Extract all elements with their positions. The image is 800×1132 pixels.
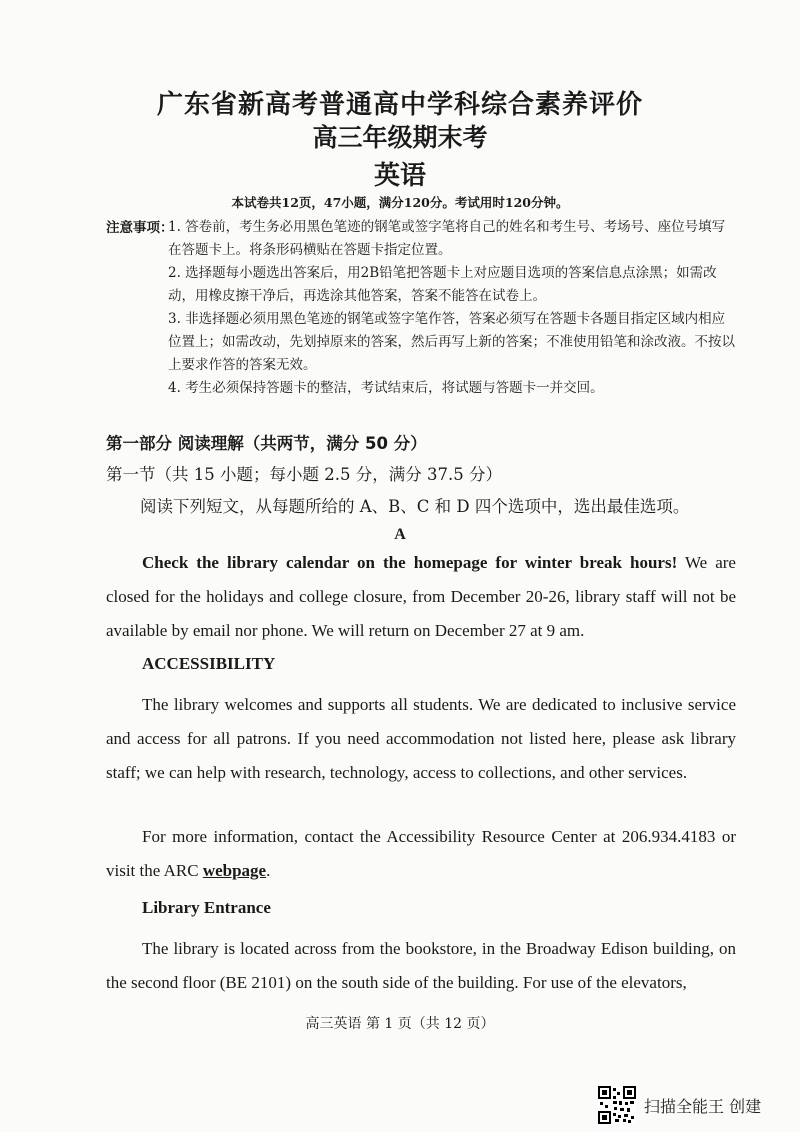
paragraph-2: The library welcomes and supports all students. We are dedicated to inclusive service and access for all patrons. If you need accommodation not listed here, please ask library staff; we can help with research, technology, access to collections, and other services. <box>106 695 736 782</box>
paragraph-1-text: We are closed for the holidays and college closure, from December 20-26, library staff will not be available by email nor phone. We will return on December 27 at 9 am. <box>106 553 736 640</box>
paragraph-1 <box>106 546 736 648</box>
page-footer: 高三英语 第 1 页（共 12 页） <box>305 1016 495 1032</box>
paragraph-3 <box>106 820 736 888</box>
scanner-watermark <box>598 1086 761 1124</box>
passage-letter: A <box>394 526 406 543</box>
paragraph-1-lead: Check the library calendar on the homepage for winter break hours! <box>142 553 678 572</box>
paragraph-4: The library is located across from the bookstore, in the Broadway Edison building, on the second floor (BE 2101) on the south side of the building. For use of the elevators, <box>106 939 736 992</box>
notice-list <box>168 216 736 400</box>
notice-item: 2. 选择题每小题选出答案后，用2B铅笔把答题卡上对应题目选项的答案信息点涂黑；如需改动，用橡皮擦干净后，再选涂其他答案，答案不能答在试卷上。 <box>168 265 717 304</box>
arc-webpage-link[interactable]: webpage <box>202 861 267 880</box>
exam-summary: 本试卷共12页，47小题，满分120分。考试用时120分钟。 <box>231 195 569 210</box>
subject-title: 英语 <box>373 161 426 191</box>
section-title: 第一节（共 15 小题；每小题 2.5 分，满分 37.5 分） <box>106 465 502 484</box>
paragraph-3-end: . <box>266 861 271 880</box>
grade-title: 高三年级期末考 <box>312 123 488 152</box>
notice-item: 3. 非选择题必须用黑色笔迹的钢笔或签字笔作答，答案必须写在答题卡各题目指定区域内相应位置上；如需改动，先划掉原来的答案，然后再写上新的答案；不准使用铅笔和涂改液。不按以上要求作答的答案无效。 <box>168 311 735 373</box>
heading-accessibility: ACCESSIBILITY <box>142 654 276 673</box>
heading-library-entrance: Library Entrance <box>142 898 271 917</box>
notice-item: 4. 考生必须保持答题卡的整洁，考试结束后，将试题与答题卡一并交回。 <box>168 380 604 396</box>
qr-code-icon <box>598 1086 636 1124</box>
exam-title: 广东省新高考普通高中学科综合素养评价 <box>156 90 643 120</box>
notice-label: 注意事项： <box>106 220 174 236</box>
instruction: 阅读下列短文，从每题所给的 A、B、C 和 D 四个选项中，选出最佳选项。 <box>140 497 690 516</box>
notice-item: 1. 答卷前，考生务必用黑色笔迹的钢笔或签字笔将自己的姓名和考生号、考场号、座位号填写在答题卡上。将条形码横贴在答题卡指定位置。 <box>168 219 726 258</box>
part-title: 第一部分 阅读理解（共两节，满分 50 分） <box>106 434 427 453</box>
scanner-watermark-text: 扫描全能王 创建 <box>644 1096 762 1116</box>
paragraph-3-text: For more information, contact the Accessibility Resource Center at 206.934.4183 or visit the ARC <box>106 827 736 880</box>
